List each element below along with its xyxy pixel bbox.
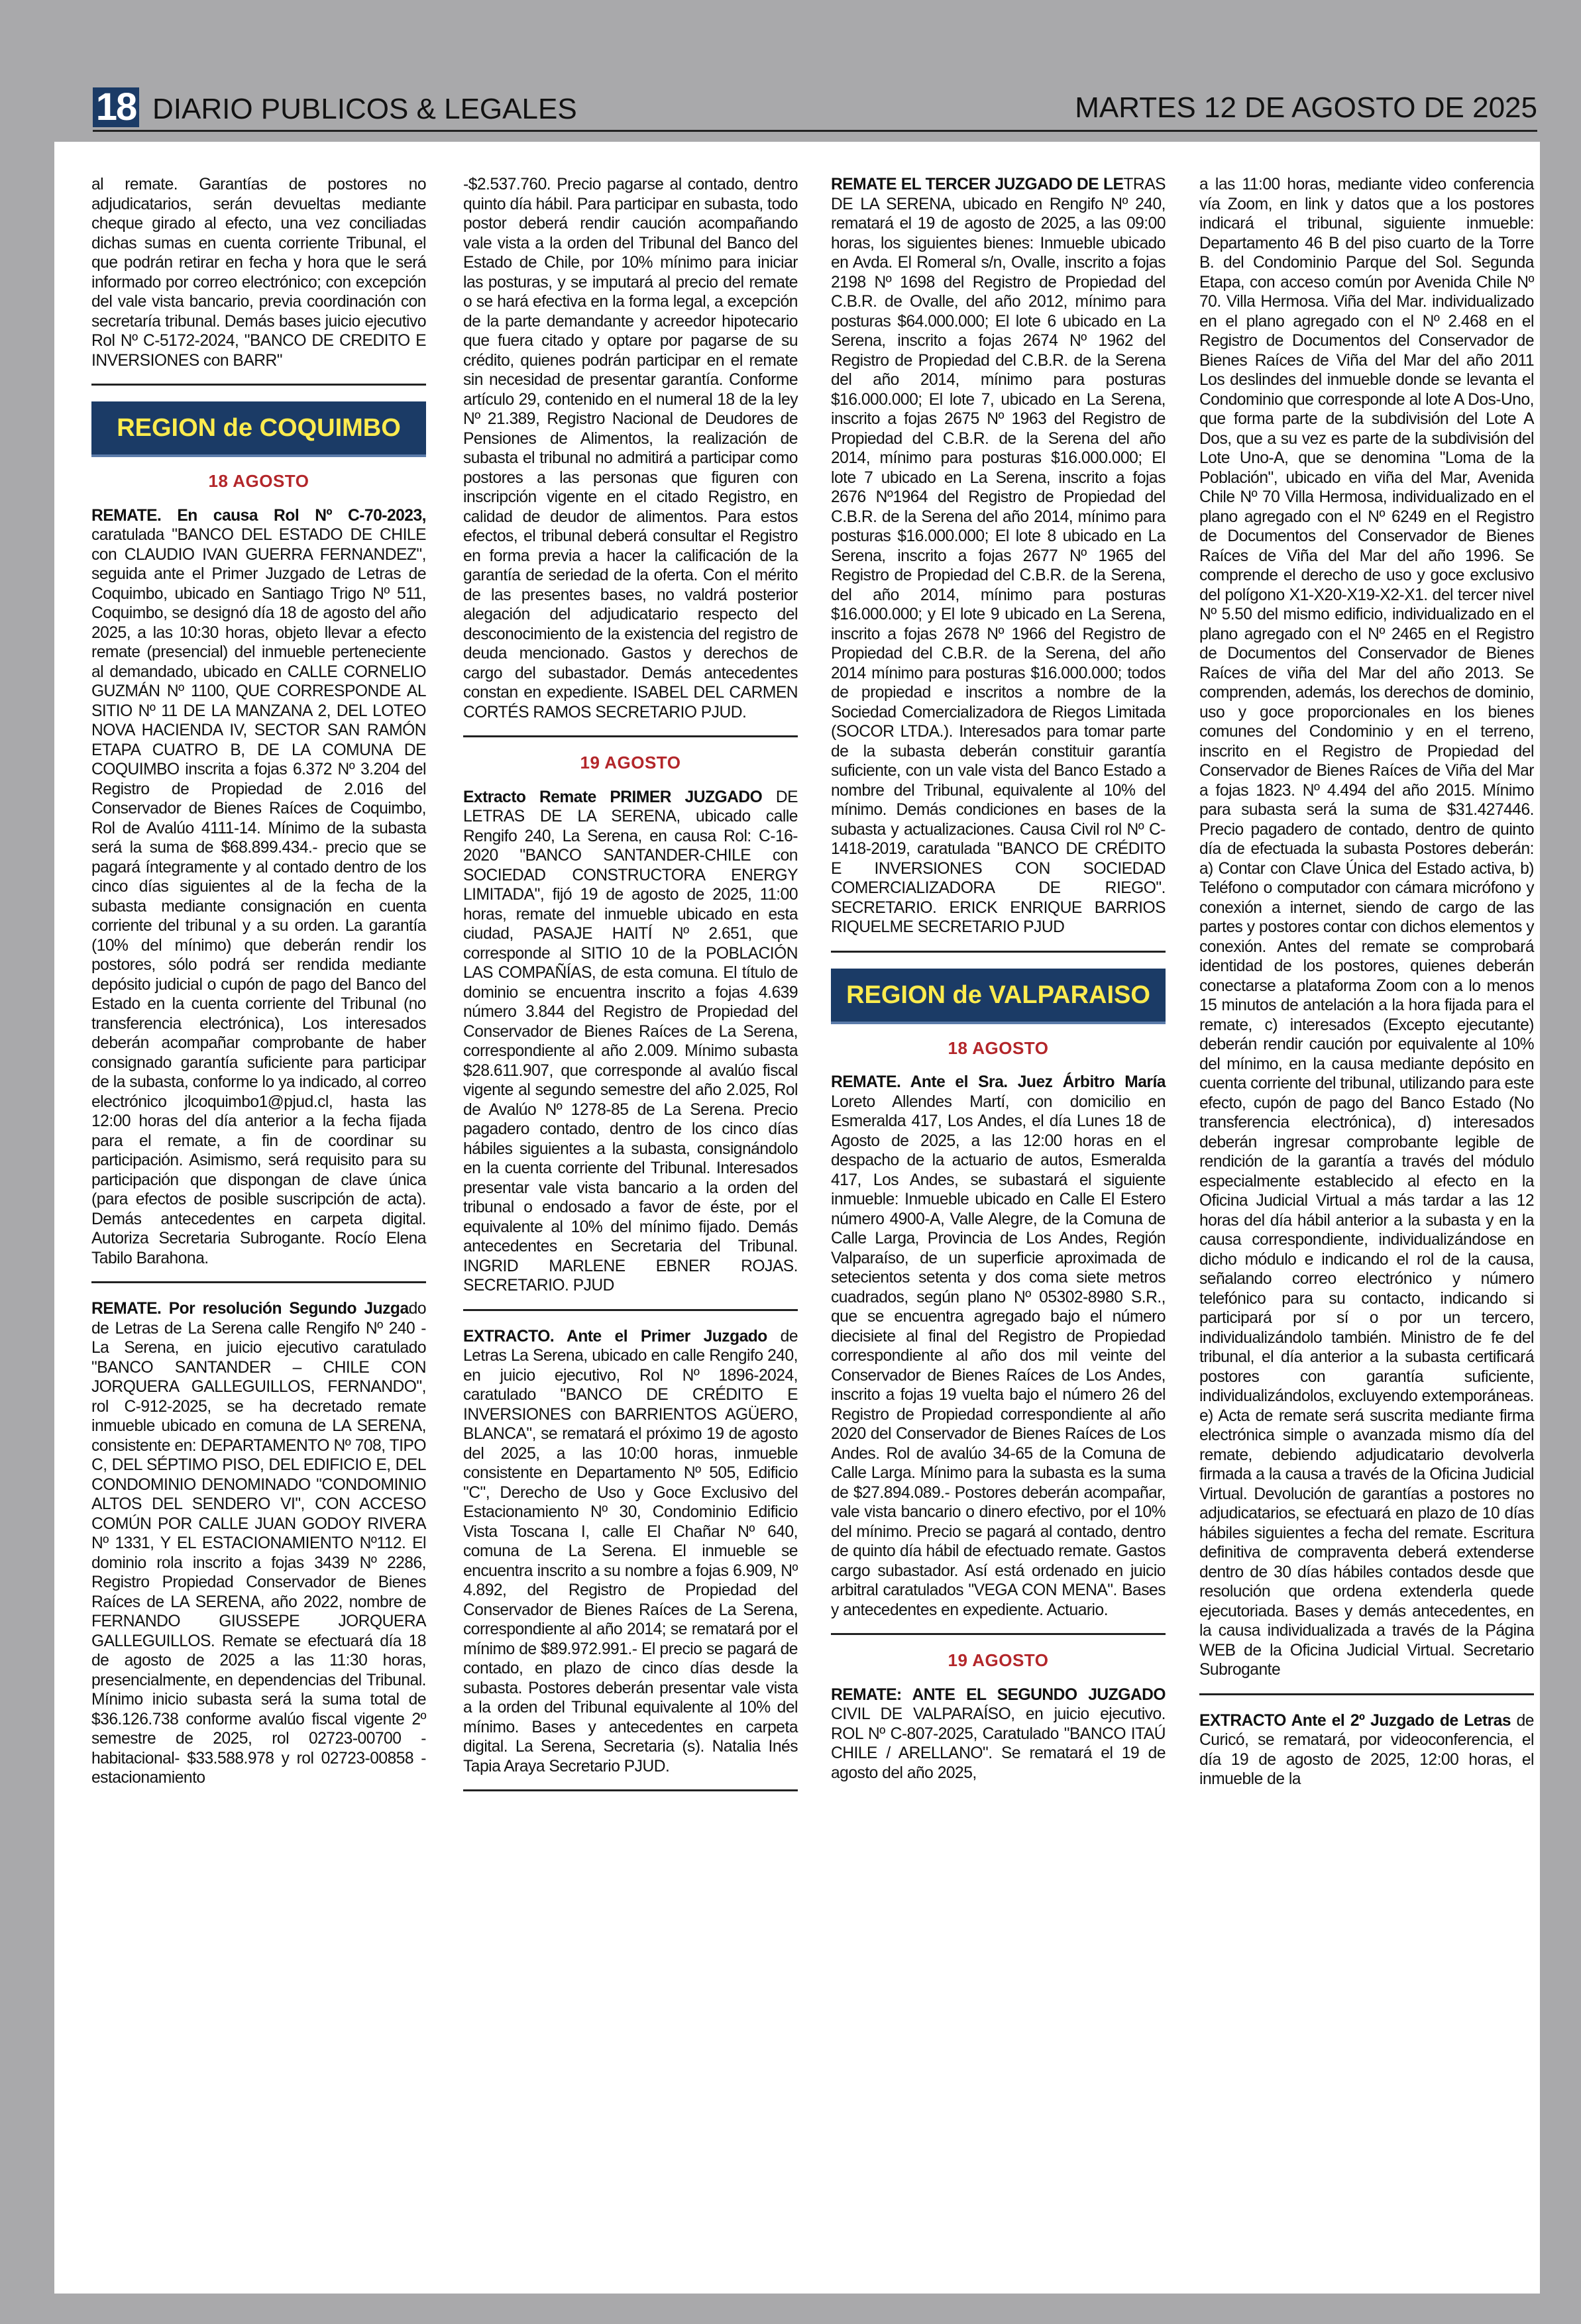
column-4: [1199, 175, 1534, 1789]
notice-body: CIVIL DE VALPARAÍSO, en juicio ejecutivo. ROL Nº C-807-2025, Caratulado "BANCO ITAÚ CHILE / ARELLANO". Se rematará el 19 de agosto del año 2025,: [831, 1705, 1166, 1782]
notice-body: de Letras La Serena, ubicado en calle Rengifo 240, en juicio ejecutivo, Rol Nº 1896-2024, caratulado "BANCO DE CRÉDITO E INVERSIONES con BARRIENTOS AGÜERO, BLANCA", se rematará el próximo 19 de agosto del 2025, a las 10:00 horas, inmueble consistente en Departamento Nº 505, Edificio "C", Derecho de Uso y Goce Exclusivo del Estacionamiento Nº 30, Condominio Edificio Vista Toscana I, calle El Chañar Nº 640, comuna de La Serena. El inmueble se encuentra inscrito a su nombre a fojas 6.909, Nº 4.892, del Registro de Propiedad del Conservador de Bienes Raíces de La Serena, correspondiente al año 2014; se rematará por el mínimo de $89.972.991.- El precio se pagará de contado, en plazo de cinco días desde la subasta. Postores deberán presentar vale vista a la orden del Tribunal equivalente al 10% del mínimo. Bases y antecedentes en carpeta digital. La Serena, Secretaria (s). Natalia Inés Tapia Araya Secretario PJUD.: [463, 1327, 798, 1775]
notice-lead: REMATE. Ante el Sra. Juez Árbitro María: [831, 1073, 1166, 1091]
page-number: 18: [93, 87, 139, 127]
notice-body: DE LETRAS DE LA SERENA, ubicado calle Rengifo 240, La Serena, en causa Rol: C-16-2020 "BANCO SANTANDER-CHILE con SOCIEDAD CONSTRUCTORA ENERGY LIMITADA", fijó 19 de agosto de 2025, 11:00 horas, remate del inmueble ubicado en esta ciudad, PASAJE HAITÍ Nº 2.651, que corresponde al SITIO 10 de la POBLACIÓN LAS COMPAÑÍAS, de esta comuna. El título de dominio se encuentra inscrito a fojas 4.639 número 3.844 del Registro de Propiedad del Conservador de Bienes Raíces de La Serena, correspondiente al año 2.009. Mínimo subasta $28.611.907, que corresponde al avalúo fiscal vigente al segundo semestre del año 2.025, Rol de Avalúo Nº 1278-85 de La Serena. Precio pagadero contado, dentro de los cinco días hábiles siguientes a la subasta, consignándolo en la cuenta corriente del Tribunal. Interesados presentar vale vista bancario a la orden del tribunal o endosado a favor de éste, por el equivalente al 10% del mínimo fijado. Demás antecedentes en Secretaria del Tribunal. INGRID MARLENE EBNER ROJAS. SECRETARIO. PJUD: [463, 788, 798, 1294]
notice-body: de Curicó, se rematará, por videoconferencia, el día 19 de agosto de 2025, 12:00 horas, el inmueble de la: [1199, 1711, 1534, 1788]
column-3: [831, 175, 1166, 1783]
notice-lead: REMATE. Por resolución Segundo Juzga: [91, 1300, 409, 1318]
header-rule: [93, 130, 1537, 132]
region-banner-coquimbo: REGION de COQUIMBO: [91, 401, 426, 457]
notice-continuation: al remate. Garantías de postores no adjudicatarios, serán devueltas mediante cheque girado al efecto, una vez conciliadas dichas sumas en cuenta corriente Tribunal, el que podrán retirar en fecha y hora que le será informado por correo electrónico; con excepción del vale vista bancario, previa coordinación con secretaría tribunal. Demás bases juicio ejecutivo Rol Nº C-5172-2024, "BANCO DE CREDITO E INVERSIONES con BARR": [91, 176, 426, 370]
notice-divider: [831, 1633, 1166, 1635]
page-sheet: [54, 142, 1540, 2294]
notice-divider: [831, 951, 1166, 953]
notice-continuation: -$2.537.760. Precio pagarse al contado, dentro quinto día hábil. Para participar en subasta, todo postor deberá rendir caución acompañando vale vista a la orden del Tribunal del Banco del Estado de Chile, por 10% mínimo para iniciar las posturas, y se imputará al precio del remate o se hará efectiva en la forma legal, a excepción de la parte demandante y acreedor hipotecario que fuera citado y optare por pagarse de su crédito, quienes podrán participar en el remate sin necesidad de presentar garantía. Conforme artículo 29, contenido en el numeral 18 de la ley Nº 21.389, Registro Nacional de Deudores de Pensiones de Alimentos, la realización de subasta el tribunal no admitirá a participar como postores a las personas que figuren con inscripción vigente en el citado Registro, en calidad de deudor de alimentos. Para estos efectos, el tribunal deberá consultar el Registro en forma previa a hacer la calificación de la garantía de seriedad de la oferta. Con el mérito de las presentes bases, no valdrá posterior alegación del adjudicatario respecto del desconocimiento de la existencia del registro de deuda mencionado. Gastos y derechos de cargo del subastador. Demás antecedentes constan en expediente. ISABEL DEL CARMEN CORTÉS RAMOS SECRETARIO PJUD.: [463, 176, 798, 721]
notice: [1199, 1711, 1534, 1789]
notice-body: do de Letras de La Serena calle Rengifo Nº 240 - La Serena, en juicio ejecutivo caratulado "BANCO SANTANDER – CHILE CON JORQUERA GALLEGUILLOS, FERNANDO", rol C-912-2025, se ha decretado remate inmueble ubicado en comuna de LA SERENA, consistente en: DEPARTAMENTO Nº 708, TIPO C, DEL SÉPTIMO PISO, DEL EDIFICIO E, DEL CONDOMINIO DENOMINADO "CONDOMINIO ALTOS DEL SENDERO VI", CON ACCESO COMÚN POR CALLE JUAN GODOY RIVERA Nº 1331, Y EL ESTACIONAMIENTO Nº112. El dominio rola inscrito a fojas 3439 Nº 2286, Registro Propiedad Conservador de Bienes Raíces de LA SERENA, año 2022, nombre de FERNANDO GIUSSEPE JORQUERA GALLEGUILLOS. Remate se efectuará día 18 de agosto de 2025 a las 11:30 horas, presencialmente, en dependencias del Tribunal. Mínimo inicio subasta será la suma total de $36.126.738 conforme avalúo fiscal vigente 2º semestre de 2025, rol 02723-00700 -habitacional- $33.588.978 y rol 02723-00858 -estacionamiento: [91, 1300, 426, 1787]
notice-divider: [91, 1281, 426, 1283]
notice-divider: [1199, 1693, 1534, 1695]
date-heading: 19 AGOSTO: [580, 753, 681, 772]
notice-lead: EXTRACTO Ante el 2º Juzgado de Letras: [1199, 1711, 1511, 1730]
notice-lead: REMATE. En causa Rol Nº C-70-2023,: [91, 506, 426, 525]
date-heading: 18 AGOSTO: [208, 471, 309, 491]
notice-continuation: a las 11:00 horas, mediante video conferencia vía Zoom, en link y datos que a los postores indicará el tribunal, siguiente inmueble: Departamento 46 B del piso cuarto de la Torre B. del Condominio Parque del Sol. Segunda Etapa, con acceso común por Avenida Chile Nº 70. Villa Hermosa. Viña del Mar. individualizado en el plano agregado con el Nº 2.468 en el Registro de Documentos del Conservador de Bienes Raíces de Viña del Mar del año 2011 Los deslindes del inmueble donde se levanta el Condominio que corresponde al lote A Dos-Uno, que forma parte de la subdivisión del Lote A Dos, que a su vez es parte de la subdivisión del Lote Uno-A, que se denomina "Loma de la Población", ubicado en viña del Mar, Avenida Chile Nº 70 Villa Hermosa, individualizado en el plano agregado con el Nº 6249 en el Registro de Documentos del Conservador de Bienes Raíces de Viña del Mar del año 1996. Se comprende el derecho de uso y goce exclusivo del polígono X1-X20-X19-X2-X1. del tercer nivel Nº 5.50 del mismo edificio, individualizado en el plano agregado con el Nº 2465 en el Registro de Documentos del Conservador de Bienes Raíces de viña del Mar del año 2013. Se comprenden, además, los derechos de dominio, uso y goce proporcionales en los bienes comunes del Condominio y en el terreno, inscrito en el Registro de Propiedad del Conservador de Bienes Raíces de Viña del Mar a fojas 1823. Nº 4.494 del año 2015. Mínimo para subasta será la suma de $31.427446. Precio pagadero de contado, dentro de quinto día de efectuada la subasta Postores deberán: a) Contar con Clave Única del Estado activa, b) Teléfono o computador con cámara micrófono y conexión a internet, siendo de cargo de las partes y postores contar con dichos elementos y conexión. Antes del remate se comprobará identidad de los postores, quienes deberán conectarse a plataforma Zoom con a lo menos 15 minutos de antelación a la hora fijada para el remate, c) interesados (Excepto ejecutante) deberán rendir caución por equivalente al 10% del mínimo, en la causa mediante depósito en cuenta corriente del tribunal, utilizando para este efecto, cupón de pago del Banco Estado (No transferencia electrónica), d) interesados deberán ingresar comprobante legible de rendición de la garantía a través del módulo especialmente establecido al efecto en la Oficina Judicial Virtual a más tardar a las 12 horas del día hábil anterior a la subasta y en la causa correspondiente, individualizándose en dicho módulo e indicando el rol de la causa, señalando correo electrónico y número telefónico para su contacto, indicando si participará por sí o por un tercero, individualizándolo también. Ministro de fe del tribunal, el día anterior a la subasta certificará postores con garantía suficiente, individualizándolos, excluyendo extemporáneas. e) Acta de remate será suscrita mediante firma electrónica simple o avanzada mismo día del remate, debiendo adjudicatario devolverla firmada a la causa a través de la Oficina Judicial Virtual. Devolución de garantías a postores no adjudicatarios, se efectuará en plazo de 10 días hábiles siguientes a fecha del remate. Escritura definitiva de compraventa deberá extenderse dentro de 30 días hábiles contados desde que resolución que ordena extenderla quede ejecutoriada. Bases y demás antecedentes, en la causa individualizada a través de la Página WEB de la Oficina Judicial Virtual. Secretario Subrogante: [1199, 176, 1534, 1679]
notice-divider: [463, 1309, 798, 1311]
notice-lead: Extracto Remate PRIMER JUZGADO: [463, 788, 763, 806]
notice-body: TRAS DE LA SERENA, ubicado en Rengifo Nº 240, rematará el 19 de agosto de 2025, a las 09:00 horas, los siguientes bienes: Inmueble ubicado en Avda. El Romeral s/n, Ovalle, inscrito a fojas 2198 Nº 1698 del Registro de Propiedad del C.B.R. de Ovalle, del año 2012, mínimo para posturas $64.000.000; El lote 6 ubicado en La Serena, inscrito a fojas 2674 Nº 1962 del Registro de Propiedad del C.B.R. de la Serena del año 2014, mínimo para posturas $16.000.000; El lote 7, ubicado en La Serena, inscrito a fojas 2675 Nº 1963 del Registro de Propiedad del C.B.R. de la Serena del año 2014, mínimo para posturas $16.000.000; El lote 7 ubicado en La Serena, inscrito a fojas 2676 Nº1964 del Registro de Propiedad del C.B.R. de la Serena del año 2014, mínimo para posturas $16.000.000; El lote 8 ubicado en La Serena, inscrito a fojas 2677 Nº 1965 del Registro de Propiedad del C.B.R. de la Serena, del año 2014, mínimo para posturas $16.000.000; y El lote 9 ubicado en La Serena, inscrito a fojas 2678 Nº 1966 del Registro de Propiedad del C.B.R. de la Serena, del año 2014 mínimo para posturas $16.000.000; todos de propiedad e inscritos a nombre de la Sociedad Comercializadora de Riegos Limitada (SOCOR LTDA.). Interesados para tomar parte de la subasta deberán constituir garantía suficiente, con un vale vista del Banco Estado a nombre del Tribunal, equivalente al 10% del mínimo. Demás condiciones en bases de la subasta y actualizaciones. Causa Civil rol Nº C-1418-2019, caratulada "BANCO DE CRÉDITO E INVERSIONES CON SOCIEDAD COMERCIALIZADORA DE RIEGO". SECRETARIO. ERICK ENRIQUE BARRIOS RIQUELME SECRETARIO PJUD: [831, 176, 1166, 936]
notice-lead: REMATE EL TERCER JUZGADO DE LE: [831, 176, 1124, 193]
notice: [91, 1299, 426, 1788]
region-banner-valparaiso: REGION de VALPARAISO: [831, 969, 1166, 1024]
notice: [831, 175, 1166, 937]
publication-date: MARTES 12 DE AGOSTO DE 2025: [1075, 91, 1537, 124]
notice: [831, 1685, 1166, 1783]
notice-lead: REMATE: ANTE EL SEGUNDO JUZGADO: [831, 1685, 1166, 1704]
notice-divider: [463, 1789, 798, 1791]
publication-name: DIARIO PUBLICOS & LEGALES: [152, 93, 577, 125]
notice-body: Loreto Allendes Martí, con domicilio en Esmeralda 417, Los Andes, el día Lunes 18 de Agosto de 2025, a las 12:00 horas en el despacho de la actuario de autos, Esmeralda 417, Los Andes, se subastará el siguiente inmueble: Inmueble ubicado en Calle El Estero número 4900-A, Valle Alegre, de la Comuna de Calle Larga, Provincia de Los Andes, Región Valparaíso, de un superficie aproximada de setecientos setenta y dos coma siete metros cuadrados, según plano Nº 05302-8980 S.R., que se encuentra agregado bajo el número diecisiete al final del Registro de Propiedad correspondiente al año dos mil veinte del Conservador de Bienes Raíces de Los Andes, inscrito a fojas 19 vuelta bajo el número 26 del Registro de Propiedad correspondiente al año 2020 del Conservador de Bienes Raíces de Los Andes. Rol de avalúo 34-65 de la Comuna de Calle Larga. Mínimo para la subasta es la suma de $27.894.089.- Postores deberán acompañar, vale vista bancario o dinero efectivo, por el 10% del mínimo. Precio se pagará al contado, dentro de quinto día hábil de efectuado remate. Gastos cargo subastador. Así está ordenado en juicio arbitral caratulados "VEGA CON MENA". Bases y antecedentes en expediente. Actuario.: [831, 1092, 1166, 1619]
notice: [831, 1073, 1166, 1620]
notice-divider: [91, 384, 426, 386]
notice-body: caratulada "BANCO DEL ESTADO DE CHILE con CLAUDIO IVAN GUERRA FERNANDEZ", seguida ante el Primer Juzgado de Letras de Coquimbo, ubicado en Santiago Trigo Nº 511, Coquimbo, se designó día 18 de agosto del año 2025, a las 10:30 horas, objeto llevar a efecto remate (presencial) del inmueble perteneciente al demandado, ubicado en CALLE CORNELIO GUZMÁN Nº 1100, QUE CORRESPONDE AL SITIO Nº 11 DE LA MANZANA 2, DEL LOTEO NOVA HACIENDA IV, SECTOR SAN RAMÓN ETAPA CUATRO B, DE LA COMUNA DE COQUIMBO inscrita a fojas 6.372 Nº 3.204 del Registro de Propiedad de 2.016 del Conservador de Bienes Raíces de Coquimbo, Rol de Avalúo 4111-14. Mínimo de la subasta será la suma de $68.899.434.- precio que se pagará íntegramente y al contado dentro de los cinco días siguientes al de la fecha de la subasta mediante consignación en cuenta corriente del tribunal y a su orden. La garantía (10% del mínimo) que deberán rendir los postores, sólo podrá ser rendida mediante depósito judicial o cupón de pago del Banco del Estado en la cuenta corriente del Tribunal (no transferencia electrónica), Los interesados deberán acompañar comprobante de haber consignado garantía suficiente para participar de la subasta, conforme lo ya indicado, al correo electrónico jlcoquimbo1@pjud.cl, hasta las 12:00 horas del día anterior a la fecha fijada para el remate, a fin de coordinar su participación. Asimismo, será requisito para su participación que dispongan de clave única (para efectos de posible suscripción de acta). Demás antecedentes en carpeta digital. Autoriza Secretaria Subrogante. Rocío Elena Tabilo Barahona.: [91, 526, 426, 1267]
page-header: [93, 79, 1537, 130]
date-heading: 18 AGOSTO: [948, 1037, 1049, 1058]
notice-divider: [463, 735, 798, 737]
notice: [463, 788, 798, 1296]
notice: [91, 506, 426, 1269]
date-heading: 19 AGOSTO: [948, 1650, 1049, 1670]
notice-lead: EXTRACTO. Ante el Primer Juzgado: [463, 1327, 767, 1346]
notice: [463, 1327, 798, 1777]
column-1: [91, 175, 426, 1788]
column-2: [463, 175, 798, 1807]
